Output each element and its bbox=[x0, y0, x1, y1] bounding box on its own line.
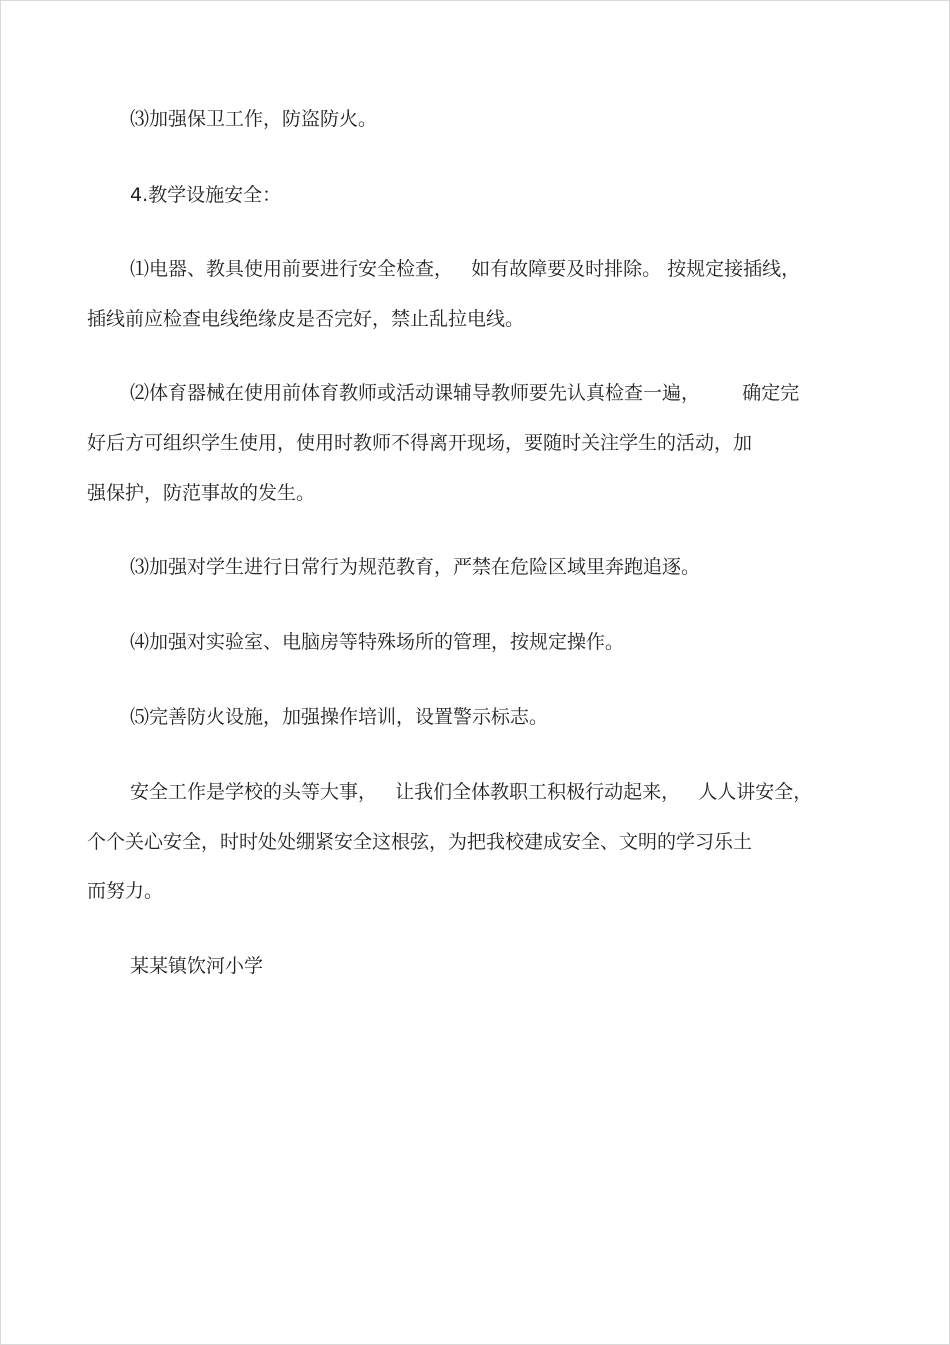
paragraph-sports-line-3: 强保护，防范事故的发生。 bbox=[87, 482, 316, 504]
paragraph-conclusion-line-3: 而努力。 bbox=[87, 880, 164, 902]
heading-teaching-facility-safety: 4.教学设施安全： bbox=[130, 184, 282, 206]
paragraph-sports-line-1: ⑵体育器械在使用前体育教师或活动课辅导教师要先认真检查一遍， 确定完 bbox=[130, 382, 800, 404]
paragraph-electrical-line-1: ⑴电器、教具使用前要进行安全检查， 如有故障要及时排除。 按规定接插线， bbox=[130, 258, 801, 280]
paragraph-conclusion-line-2: 个个关心安全，时时处处绷紧安全这根弦，为把我校建成安全、文明的学习乐土 bbox=[87, 831, 753, 853]
paragraph-fire-facilities: ⑸完善防火设施，加强操作培训，设置警示标志。 bbox=[130, 706, 549, 728]
paragraph-lab-management: ⑷加强对实验室、电脑房等特殊场所的管理，按规定操作。 bbox=[130, 631, 625, 653]
paragraph-guard-fire: ⑶加强保卫工作，防盗防火。 bbox=[130, 108, 378, 130]
paragraph-electrical-line-2: 插线前应检查电线绝缘皮是否完好，禁止乱拉电线。 bbox=[87, 308, 525, 330]
paragraph-conclusion-line-1: 安全工作是学校的头等大事， 让我们全体教职工积极行动起来， 人人讲安全， bbox=[130, 781, 813, 803]
school-signature: 某某镇饮河小学 bbox=[130, 955, 264, 977]
paragraph-behavior-education: ⑶加强对学生进行日常行为规范教育，严禁在危险区域里奔跑追逐。 bbox=[130, 556, 701, 578]
paragraph-sports-line-2: 好后方可组织学生使用，使用时教师不得离开现场，要随时关注学生的活动，加 bbox=[87, 432, 753, 454]
